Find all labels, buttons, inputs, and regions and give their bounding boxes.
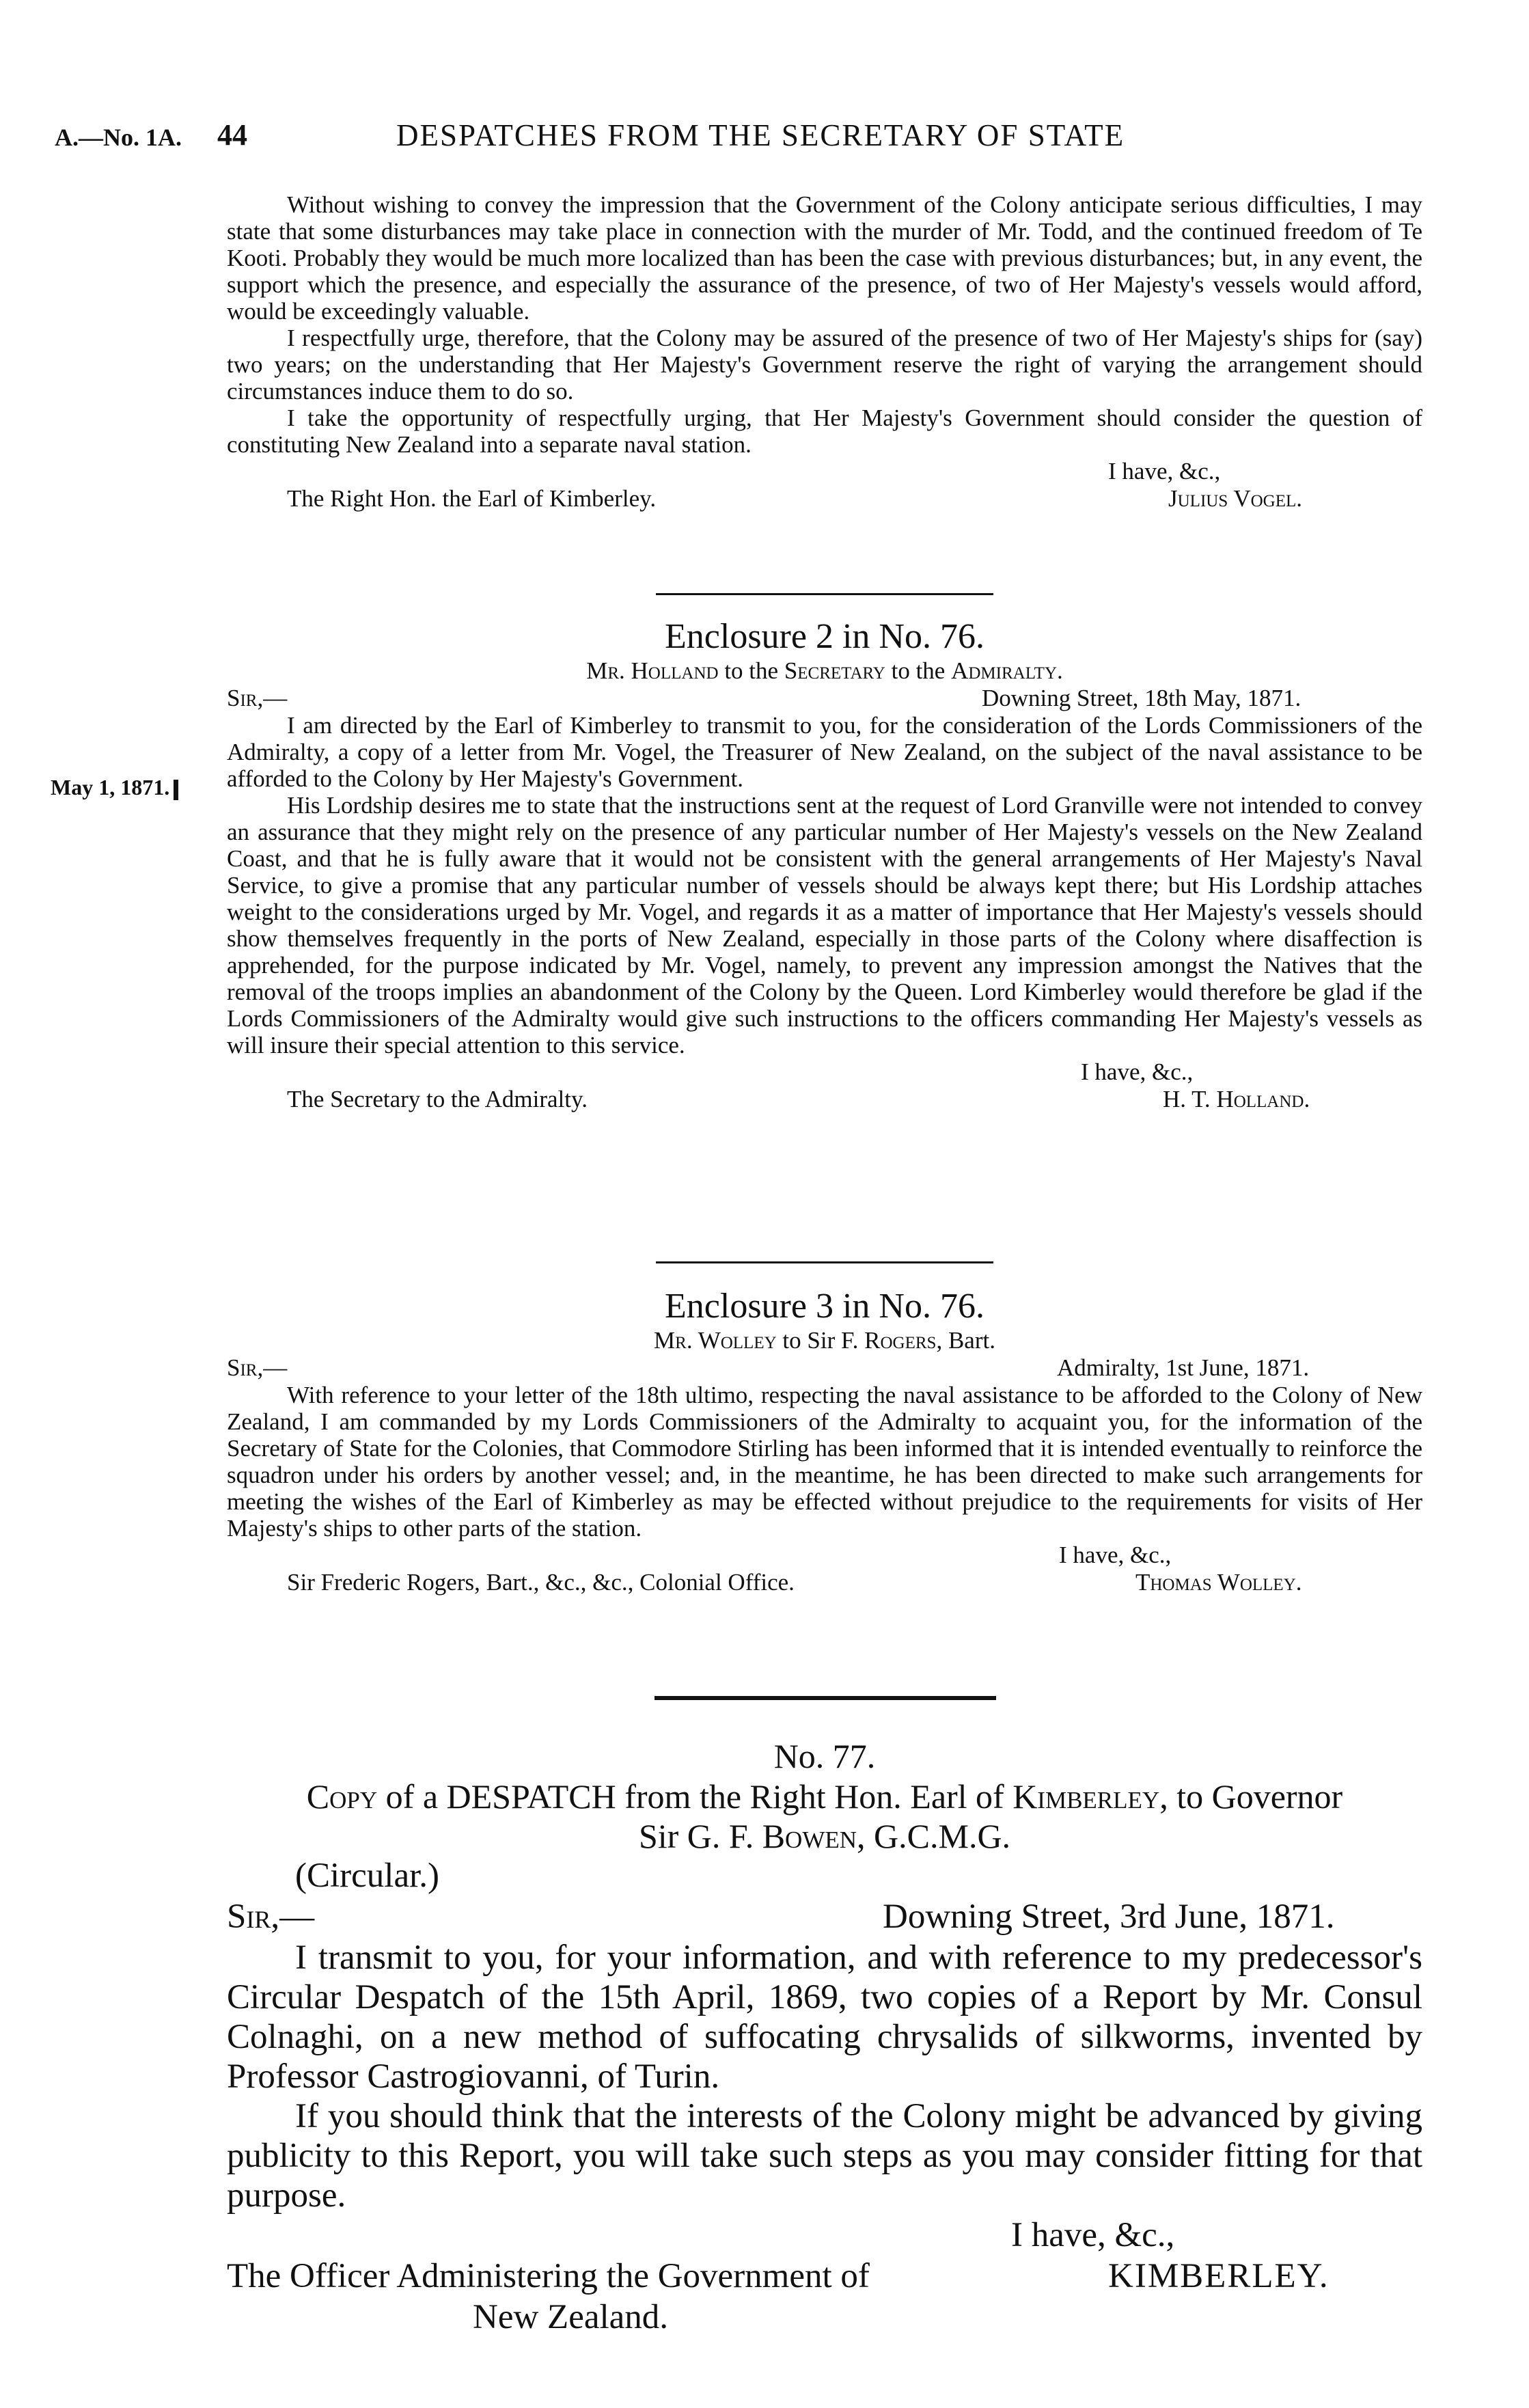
letter-body	[227, 712, 1422, 1058]
page-number: 44	[217, 118, 247, 152]
margin-bar	[174, 780, 178, 800]
signature: Julius Vogel.	[1168, 485, 1303, 512]
salutation-row	[227, 685, 1422, 712]
suffix: Bart.	[948, 1327, 995, 1354]
title-mid: of a DESPATCH from the Right Hon. Earl of	[385, 1777, 1004, 1816]
addressee-line-1: The Officer Administering the Government of	[227, 2257, 870, 2295]
paragraph: With reference to your letter of the 18th ultimo, respecting the naval assistance to be afforded to the Colony of New Zealand, I am commanded by my Lords Commissioners of the Admiralty to acquaint you, for the information of the Secretary of State for the Colonies, that Commodore Stirling has been informed that it is intended eventually to reinforce the squadron under his orders by another vessel; and, in the meantime, he has been directed to make such arrangements for meeting the wishes of the Earl of Kimberley as may be effected without prejudice to the requirements for visits of Her Majesty's ships to other parts of the station.	[227, 1382, 1422, 1542]
place-date: Admiralty, 1st June, 1871.	[1057, 1354, 1310, 1381]
enclosure-title: Enclosure 3 in No. 76.	[665, 1287, 984, 1326]
salutation: Sir,—	[227, 1354, 288, 1381]
connector: to the	[891, 657, 946, 684]
despatch-no-77	[227, 1736, 1422, 2338]
signature: H. T. Holland.	[1163, 1086, 1310, 1112]
addressee-line-2: New Zealand.	[473, 2298, 669, 2336]
margin-date: May 1, 1871.	[51, 775, 170, 799]
signature-row	[227, 2256, 1422, 2297]
despatch-number: No. 77.	[773, 1737, 876, 1775]
running-title: DESPATCHES FROM THE SECRETARY OF STATE	[396, 118, 1125, 152]
enclosure-subtitle	[227, 657, 1422, 685]
salutation: Sir,—	[227, 1898, 315, 1936]
enclosure-subtitle	[227, 1327, 1422, 1354]
paragraph: I transmit to you, for your information, and with reference to my predecessor's Circular Despatch of the 15th April, 1869, two copies of a Report by Mr. Consul Colnaghi, on a new method of suffocating chrysalids of silkworms, invented by Professor Castrogiovanni, of Turin.	[227, 1939, 1422, 2096]
divider-rule-thick	[655, 1696, 996, 1700]
circular-label: (Circular.)	[295, 1857, 439, 1895]
title-copy: Copy	[306, 1777, 378, 1816]
title-line2-pre: Sir G. F.	[638, 1817, 754, 1855]
paragraph: His Lordship desires me to state that the instructions sent at the request of Lord Granville were not intended to convey an assurance that they might rely on the presence of any particular number of Her Majesty's vessels on the New Zealand Coast, and that he is fully aware that it would not be consistent with the general arrangements of Her Majesty's Naval Service, to give a promise that any particular number of vessels should be always kept there; but His Lordship attaches weight to the considerations urged by Mr. Vogel, and regards it as a matter of importance that Her Majesty's vessels should show themselves frequently in the ports of New Zealand, especially in those parts of the Colony where disaffection is apprehended, for the purpose indicated by Mr. Vogel, namely, to prevent any impression amongst the Natives that the removal of the troops implies an abandonment of the Colony by the Queen. Lord Kimberley would therefore be glad if the Lords Commissioners of the Admiralty would give such instructions to the officers commanding Her Majesty's vessels as will insure their special attention to this service.	[227, 792, 1422, 1058]
paragraph: I take the opportunity of respectfully urging, that Her Majesty's Government should consider the question of constituting New Zealand into a separate naval station.	[227, 405, 1422, 458]
circular-row	[227, 1856, 1422, 1897]
connector: to the	[724, 657, 779, 684]
signature: Thomas Wolley.	[1135, 1569, 1302, 1596]
despatch-title-line-2	[227, 1816, 1422, 1856]
paragraph: I am directed by the Earl of Kimberley to transmit to you, for the consideration of the Lords Commissioners of the Admiralty, a copy of a letter from Mr. Vogel, the Treasurer of New Zealand, on the subject of the naval assistance to be afforded to the Colony by Her Majesty's Government.	[227, 712, 1422, 792]
closing: I have, &c.,	[1011, 2216, 1175, 2254]
salutation-row	[227, 1897, 1422, 1938]
addressee-row-2	[227, 2297, 1422, 2338]
place-date: Downing Street, 3rd June, 1871.	[883, 1898, 1335, 1936]
signature-row	[227, 1569, 1422, 1596]
signature-row	[227, 485, 1422, 512]
closing: I have, &c.,	[1059, 1542, 1172, 1568]
enclosure-3	[227, 1286, 1422, 1596]
page-header	[48, 118, 1483, 159]
signature: KIMBERLEY.	[1108, 2257, 1330, 2295]
addressee: Sir Frederic Rogers, Bart., &c., &c., Colonial Office.	[287, 1569, 795, 1596]
top-letter	[227, 191, 1422, 512]
to: Admiralty.	[951, 657, 1063, 684]
place-date: Downing Street, 18th May, 1871.	[982, 685, 1301, 711]
connector: to Sir F.	[782, 1327, 859, 1354]
closing-row	[227, 1058, 1422, 1086]
from: Mr. Holland	[586, 657, 719, 684]
closing-row	[227, 2215, 1422, 2256]
title-to: to Governor	[1176, 1777, 1343, 1816]
document-reference: A.—No. 1A.	[55, 124, 182, 151]
letter-body	[227, 1382, 1422, 1542]
despatch-title-line-1	[227, 1777, 1422, 1816]
to: Rogers,	[864, 1327, 943, 1354]
closing: I have, &c.,	[1081, 1058, 1194, 1085]
paragraph: Without wishing to convey the impression that the Government of the Colony anticipate serious difficulties, I may state that some disturbances may take place in connection with the murder of Mr. Todd, and the continued freedom of Te Kooti. Probably they would be much more localized than has been the case with previous disturbances; but, in any event, the support which the presence, and especially the assurance of the presence, of two of Her Majesty's vessels would afford, would be exceedingly valuable.	[227, 191, 1422, 325]
from: Mr. Wolley	[654, 1327, 777, 1354]
letter-body	[227, 1938, 1422, 2215]
title-line2-post: G.C.M.G.	[874, 1817, 1011, 1855]
divider-rule	[656, 593, 993, 595]
closing-row	[227, 1542, 1422, 1569]
to: Secretary	[784, 657, 885, 684]
divider-rule	[656, 1261, 993, 1263]
paragraph: If you should think that the interests of the Colony might be advanced by giving publicity to this Report, you will take such steps as you may consider fitting for that purpose.	[227, 2097, 1422, 2215]
closing: I have, &c.,	[1108, 458, 1221, 484]
salutation-row	[227, 1354, 1422, 1382]
closing-row	[227, 458, 1422, 485]
signature-row	[227, 1086, 1422, 1113]
title-bowen: Bowen,	[762, 1817, 866, 1855]
enclosure-2	[227, 616, 1422, 1113]
title-kimberley: Kimberley,	[1013, 1777, 1168, 1816]
salutation: Sir,—	[227, 685, 288, 711]
addressee: The Secretary to the Admiralty.	[287, 1086, 588, 1112]
margin-note	[51, 775, 178, 800]
addressee: The Right Hon. the Earl of Kimberley.	[287, 485, 657, 512]
enclosure-title: Enclosure 2 in No. 76.	[665, 617, 984, 656]
paragraph: I respectfully urge, therefore, that the Colony may be assured of the presence of two of Her Majesty's ships for (say) two years; on the understanding that Her Majesty's Government reserve the right of varying the arrangement should circumstances induce them to do so.	[227, 325, 1422, 405]
